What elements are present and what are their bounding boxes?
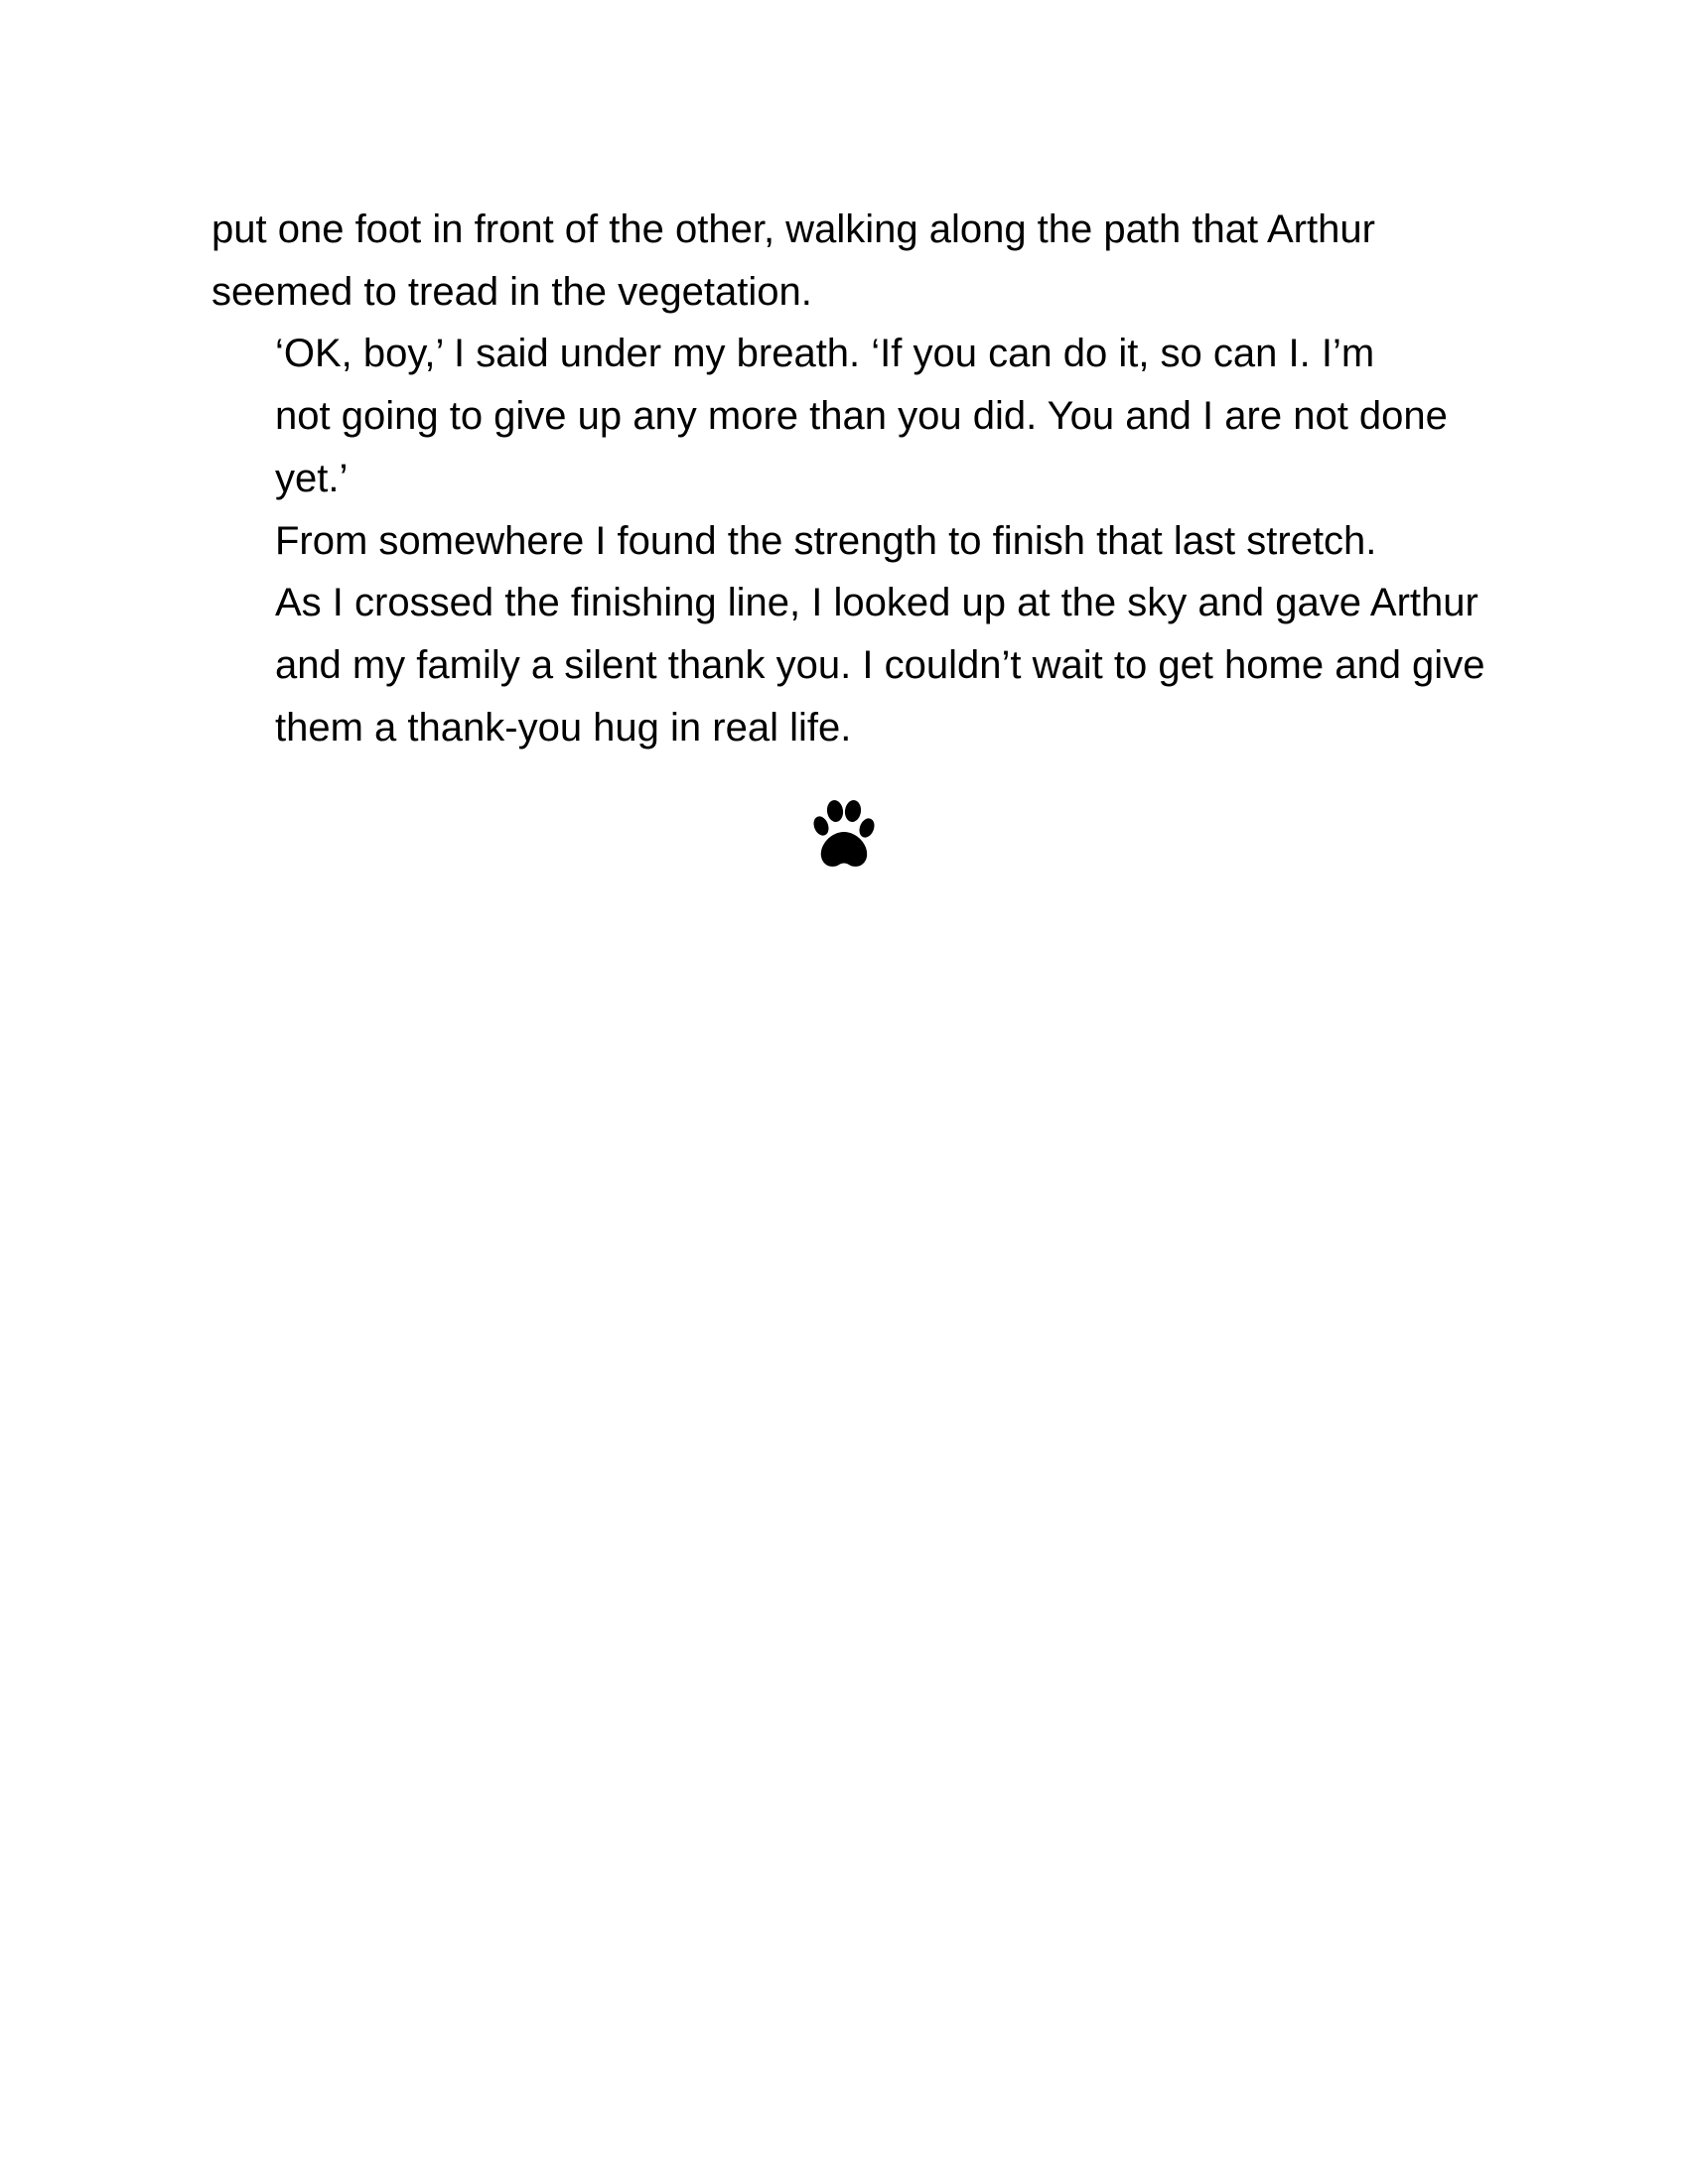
text-line: From somewhere I found the strength to finish that last stretch.	[275, 518, 1377, 563]
paragraph	[211, 199, 1492, 323]
text-line: not going to give up any more than you did. You and I are not done	[275, 394, 1448, 439]
body-text	[211, 199, 1492, 758]
text-line: ‘OK, boy,’ I said under my breath. ‘If you can do it, so can I. I’m	[275, 332, 1375, 376]
text-line: yet.’	[275, 456, 349, 500]
text-line: As I crossed the finishing line, I looked up at the sky and gave Arthur	[275, 581, 1478, 625]
text-line: them a thank-you hug in real life.	[275, 705, 852, 750]
paragraph	[211, 323, 1492, 509]
text-line: put one foot in front of the other, walking along the path that Arthur	[211, 207, 1375, 251]
text-line: seemed to tread in the vegetation.	[211, 269, 812, 314]
text-line: and my family a silent thank you. I couldn’t wait to get home and give	[275, 642, 1485, 687]
paragraph	[211, 510, 1492, 759]
paw-print-icon	[811, 799, 877, 871]
